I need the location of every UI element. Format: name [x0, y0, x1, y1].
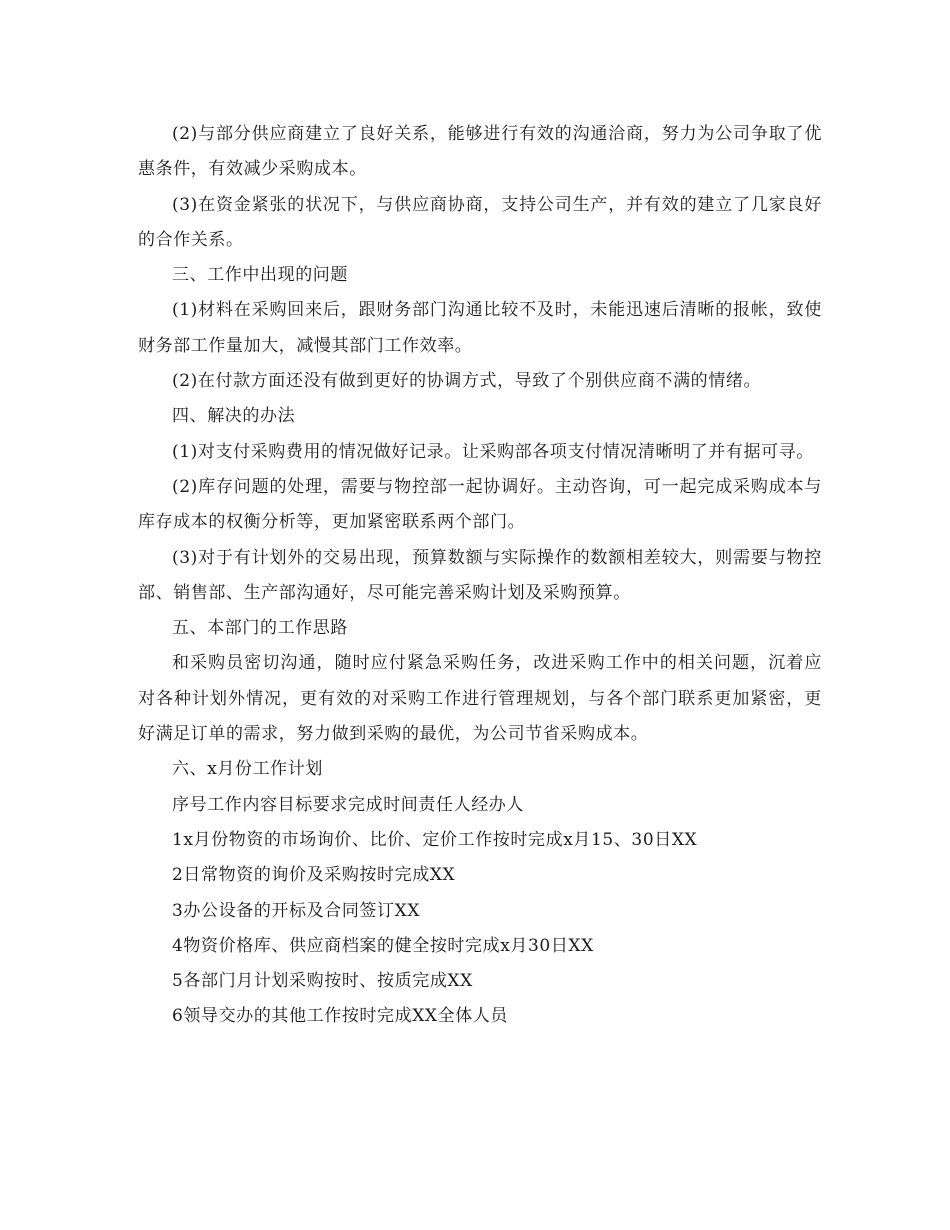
- paragraph: (3)对于有计划外的交易出现，预算数额与实际操作的数额相差较大，则需要与物控部、销售部、生产部沟通好，尽可能完善采购计划及采购预算。: [138, 547, 822, 603]
- paragraph: (2)库存问题的处理，需要与物控部一起协调好。主动咨询，可一起完成采购成本与库存成本的权衡分析等，更加紧密联系两个部门。: [138, 476, 822, 533]
- section-heading: 六、x月份工作计划: [172, 759, 323, 780]
- paragraph: (1)对支付采购费用的情况做好记录。让采购部各项支付情况清晰明了并有据可寻。: [172, 441, 814, 462]
- paragraph: (1)材料在采购回来后，跟财务部门沟通比较不及时，未能迅速后清晰的报帐，致使财务部工作量加大，减慢其部门工作效率。: [138, 300, 822, 356]
- section-heading: 四、解决的办法: [172, 406, 296, 427]
- section-heading: 五、本部门的工作思路: [172, 618, 348, 639]
- paragraph: (2)与部分供应商建立了良好关系，能够进行有效的沟通洽商，努力为公司争取了优惠条件，有效减少采购成本。: [138, 124, 822, 180]
- plan-row: 6领导交办的其他工作按时完成XX全体人员: [172, 1006, 509, 1027]
- plan-row: 5各部门月计划采购按时、按质完成XX: [172, 971, 473, 992]
- plan-table-header: 序号工作内容目标要求完成时间责任人经办人: [172, 794, 524, 815]
- section-heading: 三、工作中出现的问题: [172, 265, 348, 286]
- paragraph: (2)在付款方面还没有做到更好的协调方式，导致了个别供应商不满的情绪。: [172, 371, 762, 392]
- plan-row: 3办公设备的开标及合同签订XX: [172, 900, 421, 921]
- paragraph: (3)在资金紧张的状况下，与供应商协商，支持公司生产，并有效的建立了几家良好的合作关系。: [138, 194, 822, 250]
- plan-row: 2日常物资的询价及采购按时完成XX: [172, 865, 456, 886]
- paragraph: 和采购员密切沟通，随时应付紧急采购任务，改进采购工作中的相关问题，沉着应对各种计划外情况，更有效的对采购工作进行管理规划，与各个部门联系更加紧密，更好满足订单的需求，努力做到采购的最优，为公司节省采购成本。: [138, 653, 822, 745]
- document-body: [138, 117, 822, 1035]
- plan-row: 4物资价格库、供应商档案的健全按时完成x月30日XX: [172, 935, 594, 956]
- plan-row: 1x月份物资的市场询价、比价、定价工作按时完成x月15、30日XX: [172, 829, 698, 850]
